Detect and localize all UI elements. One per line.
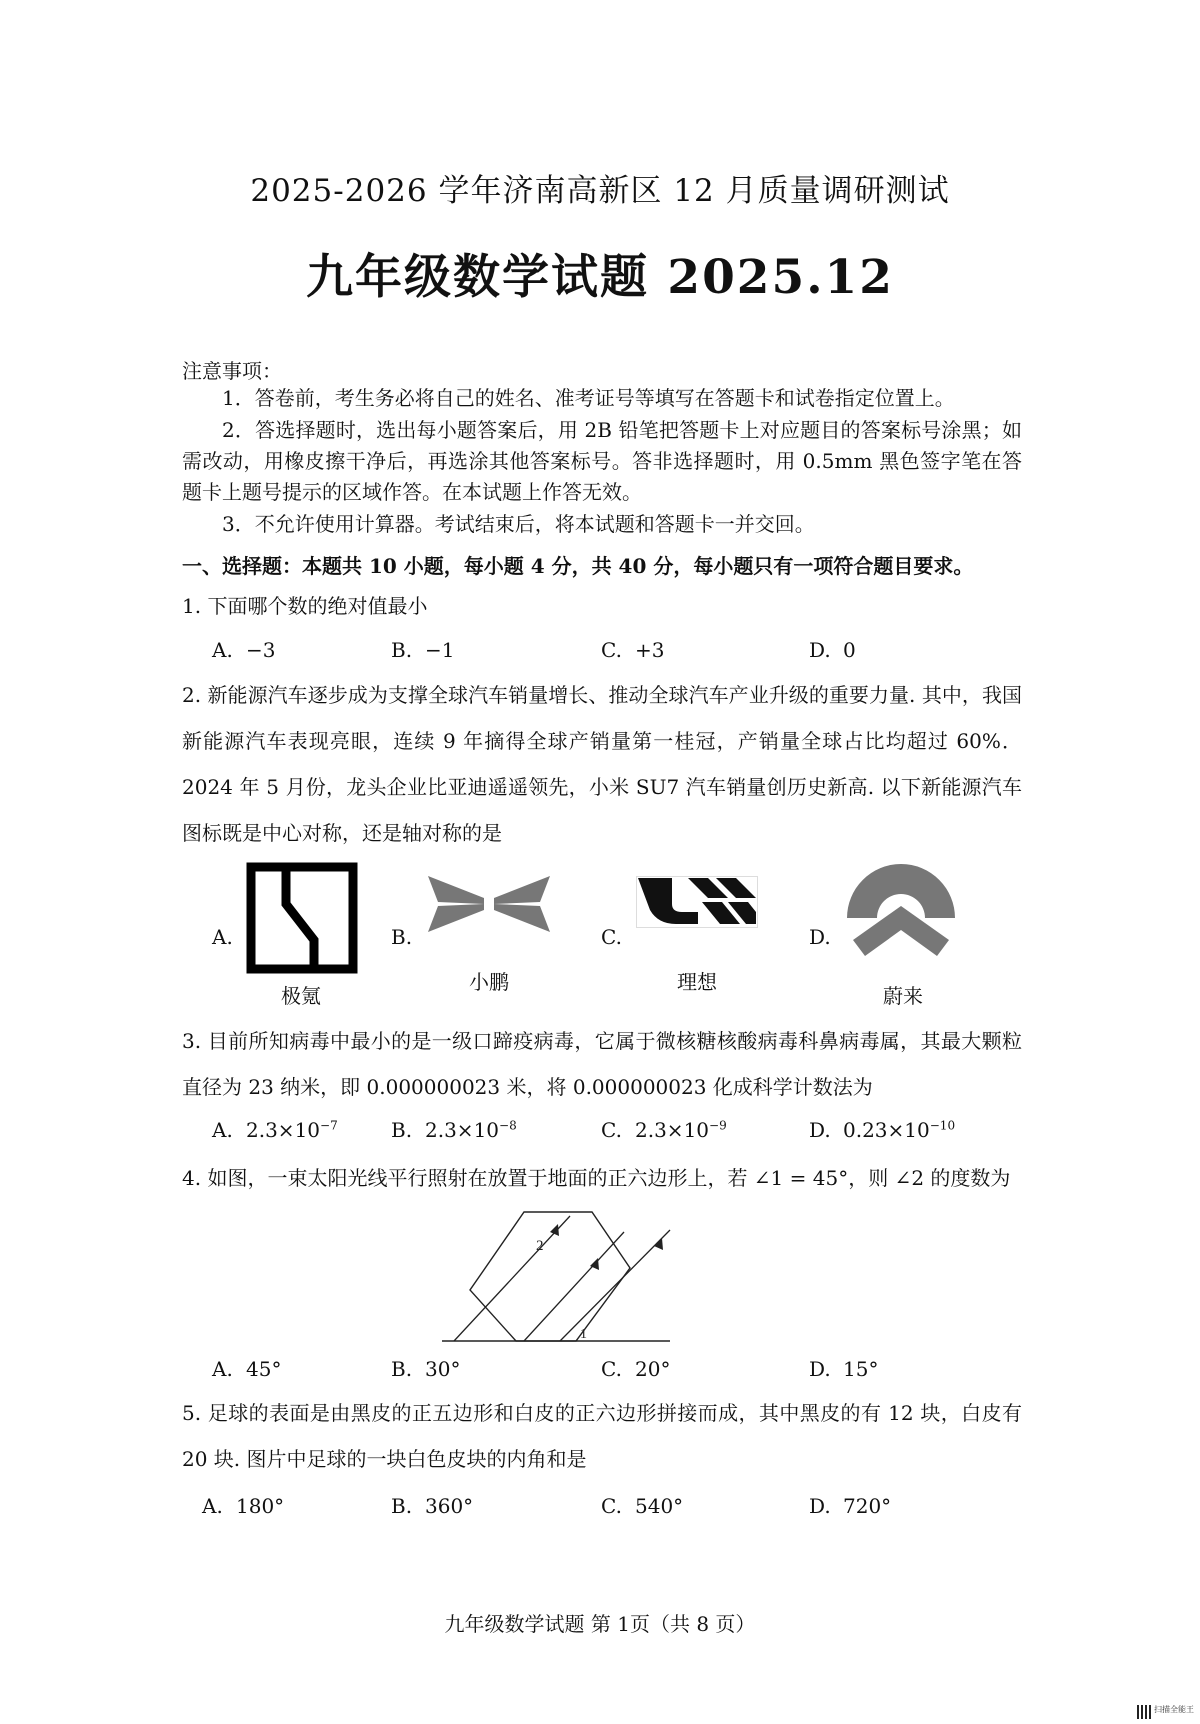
- q5-option-d: D. 720°: [809, 1494, 892, 1518]
- angle-2-label: 2: [536, 1238, 544, 1254]
- notice-item-2: 2．答选择题时，选出每小题答案后，用 2B 铅笔把答题卡上对应题目的答案标号涂黑；如需改动，用橡皮擦干净后，再选涂其他答案标号。答非选择题时，用 0.5mm 黑色签字笔在答题卡上题号提示的区域作答。在本试题上作答无效。: [182, 418, 1022, 504]
- q4-option-b: B. 30°: [391, 1357, 461, 1381]
- q3-option-c: C. $2.3\times 10^{-9}$: [601, 1118, 727, 1142]
- question-1-stem: 1. 下面哪个数的绝对值最小: [182, 594, 428, 618]
- question-5-stem: 5. 足球的表面是由黑皮的正五边形和白皮的正六边形拼接而成，其中黑皮的有 12 块，白皮有 20 块. 图片中足球的一块白色皮块的内角和是: [182, 1401, 1022, 1471]
- notice-item-3: 3．不允许使用计算器。考试结束后，将本试题和答题卡一并交回。: [222, 512, 815, 536]
- xpeng-logo-icon: [426, 874, 552, 934]
- q5-option-a: A. 180°: [202, 1494, 285, 1518]
- q5-option-c: C. 540°: [601, 1494, 684, 1518]
- q3-option-a: A. $2.3\times 10^{-7}$: [212, 1118, 338, 1142]
- sun-ray-1: [454, 1216, 570, 1341]
- hexagon-sunlight-figure: [440, 1210, 672, 1346]
- q3-option-d: D. $0.23\times 10^{-10}$: [809, 1118, 956, 1142]
- q4-option-d: D. 15°: [809, 1357, 879, 1381]
- q2-caption-c: 理想: [677, 970, 717, 994]
- q2-caption-a: 极氪: [281, 984, 321, 1008]
- q1-option-c: C. +3: [601, 638, 665, 662]
- question-3-stem: 3. 目前所知病毒中最小的是一级口蹄疫病毒，它属于微核糖核酸病毒科鼻病毒属，其最大颗粒直径为 23 纳米，即 0.000000023 米，将 0.000000023 化成科学计数法为: [182, 1029, 1022, 1099]
- page-footer: 九年级数学试题 第 1页（共 8 页）: [444, 1612, 756, 1636]
- notice-heading: 注意事项：: [182, 359, 282, 383]
- q2-option-a-label: A.: [212, 925, 233, 949]
- angle-1-label: 1: [580, 1327, 587, 1342]
- notice-item-1: 1．答卷前，考生务必将自己的姓名、准考证号等填写在答题卡和试卷指定位置上。: [222, 386, 955, 410]
- q2-option-c-label: C.: [601, 925, 622, 949]
- scanner-qr-icon: [1137, 1705, 1151, 1719]
- q1-option-d: D. 0: [809, 638, 856, 662]
- exam-subtitle: 2025-2026 学年济南高新区 12 月质量调研测试: [250, 173, 950, 209]
- nio-logo-icon: [845, 860, 957, 966]
- q5-option-b: B. 360°: [391, 1494, 474, 1518]
- arrow-1: [550, 1224, 559, 1236]
- q2-caption-b-text: 小鹏: [469, 970, 509, 994]
- q4-option-a: A. 45°: [212, 1357, 282, 1381]
- q2-option-b-label: B.: [391, 925, 413, 949]
- exam-title: 九年级数学试题 2025.12: [306, 250, 894, 305]
- q2-option-d-label: D.: [809, 925, 831, 949]
- question-4-stem: 4. 如图，一束太阳光线平行照射在放置于地面的正六边形上，若 ∠1 = 45°，则 ∠2 的度数为: [182, 1166, 1011, 1190]
- scanner-watermark: 扫描全能王: [1154, 1705, 1194, 1714]
- q1-option-b: B. −1: [391, 638, 455, 662]
- q1-option-a: A. −3: [212, 638, 276, 662]
- q2-caption-d: 蔚来: [883, 984, 923, 1008]
- q3-option-b: B. $2.3\times 10^{-8}$: [391, 1118, 517, 1142]
- li-auto-logo-icon: [636, 876, 758, 928]
- section-heading: 一、选择题：本题共 10 小题，每小题 4 分，共 40 分，每小题只有一项符合题目要求。: [182, 554, 974, 578]
- question-2-stem: 2. 新能源汽车逐步成为支撑全球汽车销量增长、推动全球汽车产业升级的重要力量. 其中，我国新能源汽车表现亮眼，连续 9 年摘得全球产销量第一桂冠，产销量全球占比均超过 60%． 2024 年 5 月份，龙头企业比亚迪遥遥领先，小米 SU7 汽车销量创历史新高. 以下新能源汽车图标既是中心对称，还是轴对称的是: [182, 683, 1022, 845]
- q4-option-c: C. 20°: [601, 1357, 671, 1381]
- hexagon-shape: [470, 1212, 630, 1341]
- zeekr-logo-icon: [246, 862, 358, 974]
